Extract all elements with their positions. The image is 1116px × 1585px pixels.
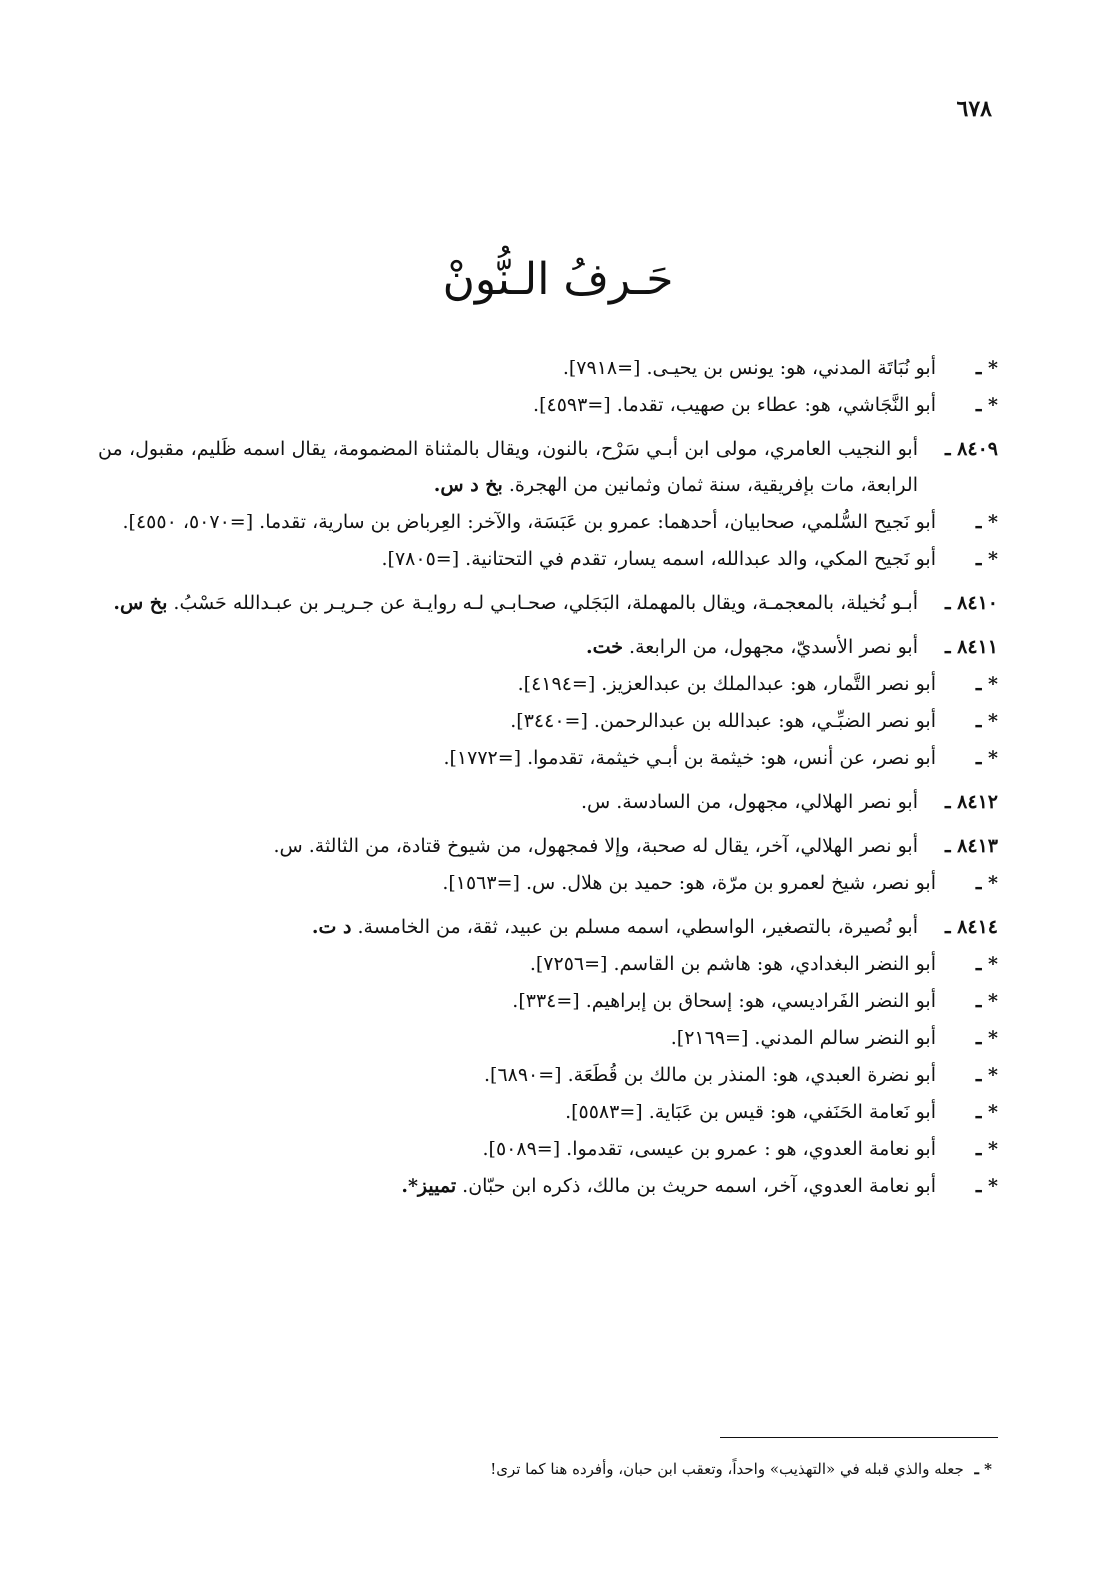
list-item: [98, 1057, 998, 1093]
list-item: [98, 946, 998, 982]
list-item: [98, 865, 998, 901]
list-item: [98, 828, 998, 864]
entry-text: أبو نَعامة الحَنَفي، هو: قيس بن عَبَاية. [=٥٥٨٣].: [565, 1101, 936, 1123]
entry-marker: * ـ: [975, 1101, 998, 1123]
entry-marker: * ـ: [975, 747, 998, 769]
entry-text: أبو نصر، شيخ لعمرو بن مرّة، هو: حميد بن هلال. س. [=١٥٦٣].: [442, 872, 936, 894]
entry-number: ٨٤١١ ـ: [944, 636, 998, 658]
entry-text: أبو نصر، عن أنس، هو: خيثمة بن أبـي خيثمة، تقدموا. [=١٧٧٢].: [443, 747, 936, 769]
list-item: [98, 504, 998, 540]
list-item: [98, 1131, 998, 1167]
list-item: [98, 703, 998, 739]
list-item: [98, 585, 998, 621]
entry-number: ٨٤١٤ ـ: [944, 916, 998, 938]
entry-text: أبو نصر الضبِّـي، هو: عبدالله بن عبدالرحمن. [=٣٤٤٠].: [510, 710, 936, 732]
entry-text: أبو النضر الفَراديسي، هو: إسحاق بن إبراهيم. [=٣٣٤].: [512, 990, 936, 1012]
entry-text: أبو النَّجَاشي، هو: عطاء بن صهيب، تقدما. [=٤٥٩٣].: [533, 394, 936, 416]
entry-siglum: خت.: [585, 636, 623, 658]
entry-number: ٨٤١٣ ـ: [944, 835, 998, 857]
entries-list: [98, 350, 998, 1205]
entry-marker: * ـ: [975, 357, 998, 379]
entry-marker: * ـ: [975, 1175, 998, 1197]
entry-number: ٨٤٠٩ ـ: [944, 438, 998, 460]
chapter-title: حَـرفُ الـنُّونْ: [442, 254, 674, 305]
entry-text: أبو نُبَاتَة المدني، هو: يونس بن يحيـى. [=٧٩١٨].: [562, 357, 936, 379]
list-item: [98, 387, 998, 423]
list-item: [98, 1168, 998, 1204]
list-item: [98, 983, 998, 1019]
entry-marker: * ـ: [975, 953, 998, 975]
list-item: [98, 909, 998, 945]
entry-text: أبو النضر سالم المدني. [=٢١٦٩].: [670, 1027, 936, 1049]
entry-marker: * ـ: [975, 872, 998, 894]
list-item: [98, 541, 998, 577]
entry-marker: * ـ: [975, 710, 998, 732]
entry-text: أبو نَجيح المكي، والد عبدالله، اسمه يسار، تقدم في التحتانية. [=٧٨٠٥].: [381, 548, 936, 570]
entry-text: أبو نَجيح السُّلمي، صحابيان، أحدهما: عمرو بن عَبَسَة، والآخر: العِرباض بن سارية، تقدما. [=٥٠٧٠، ٤٥٥٠].: [122, 511, 936, 533]
entry-siglum: بخ س.: [113, 592, 168, 614]
entry-siglum: د ت.: [311, 916, 352, 938]
list-item: [98, 666, 998, 702]
entry-marker: * ـ: [975, 548, 998, 570]
entry-marker: * ـ: [975, 511, 998, 533]
list-item: [98, 740, 998, 776]
entry-marker: * ـ: [975, 990, 998, 1012]
entry-text: أبـو نُخيلة، بالمعجمـة، ويقال بالمهملة، البَجَلي، صحـابـي لـه روايـة عن جـريـر بن عبـدالله حَسْبُ.: [173, 592, 918, 614]
entry-text: أبو نصر الأسديّ، مجهول، من الرابعة.: [629, 636, 918, 658]
entry-text: أبو نُصيرة، بالتصغير، الواسطي، اسمه مسلم بن عبيد، ثقة، من الخامسة.: [357, 916, 918, 938]
list-item: [98, 1094, 998, 1130]
entry-text: أبو نعامة العدوي، هو : عمرو بن عيسى، تقدموا. [=٥٠٨٩].: [482, 1138, 936, 1160]
entry-text: أبو نصر الهلالي، مجهول، من السادسة. س.: [580, 791, 918, 813]
entry-marker: * ـ: [975, 394, 998, 416]
entry-siglum: تمييز*.: [401, 1175, 457, 1197]
entry-text: أبو نضرة العبدي، هو: المنذر بن مالك بن قُطَعَة. [=٦٨٩٠].: [483, 1064, 936, 1086]
entry-text: أبو النضر البغدادي، هو: هاشم بن القاسم. [=٧٢٥٦].: [529, 953, 936, 975]
footnote: [490, 1456, 992, 1482]
entry-number: ٨٤١٢ ـ: [944, 791, 998, 813]
entry-text: أبو نصر التَّمار، هو: عبدالملك بن عبدالعزيز. [=٤١٩٤].: [517, 673, 936, 695]
footnote-text: جعله والذي قبله في «التهذيب» واحداً، وتعقب ابن حبان، وأفرده هنا كما ترى!: [490, 1460, 964, 1478]
entry-text: أبو نصر الهلالي، آخر، يقال له صحبة، وإلا فمجهول، من شيوخ قتادة، من الثالثة. س.: [273, 835, 918, 857]
list-item: [98, 350, 998, 386]
page-number: ٦٧٨: [956, 96, 992, 122]
entry-number: ٨٤١٠ ـ: [944, 592, 998, 614]
list-item: [98, 784, 998, 820]
footnote-divider: [720, 1437, 998, 1438]
entry-siglum: بخ د س.: [433, 474, 503, 496]
list-item: [98, 629, 998, 665]
footnote-marker: * ـ: [974, 1460, 992, 1478]
list-item: [98, 1020, 998, 1056]
entry-marker: * ـ: [975, 1027, 998, 1049]
entry-text: أبو نعامة العدوي، آخر، اسمه حريث بن مالك، ذكره ابن حبّان.: [462, 1175, 936, 1197]
entry-marker: * ـ: [975, 1064, 998, 1086]
entry-text: أبو النجيب العامري، مولى ابن أبـي سَرْح، بالنون، ويقال بالمثناة المضمومة، يقال اسمه ظَليم، مقبول، من الرابعة، مات بإفريقية، سنة ثمان وثمانين من الهجرة.: [98, 438, 918, 496]
entry-marker: * ـ: [975, 673, 998, 695]
entry-marker: * ـ: [975, 1138, 998, 1160]
list-item: [98, 431, 998, 503]
